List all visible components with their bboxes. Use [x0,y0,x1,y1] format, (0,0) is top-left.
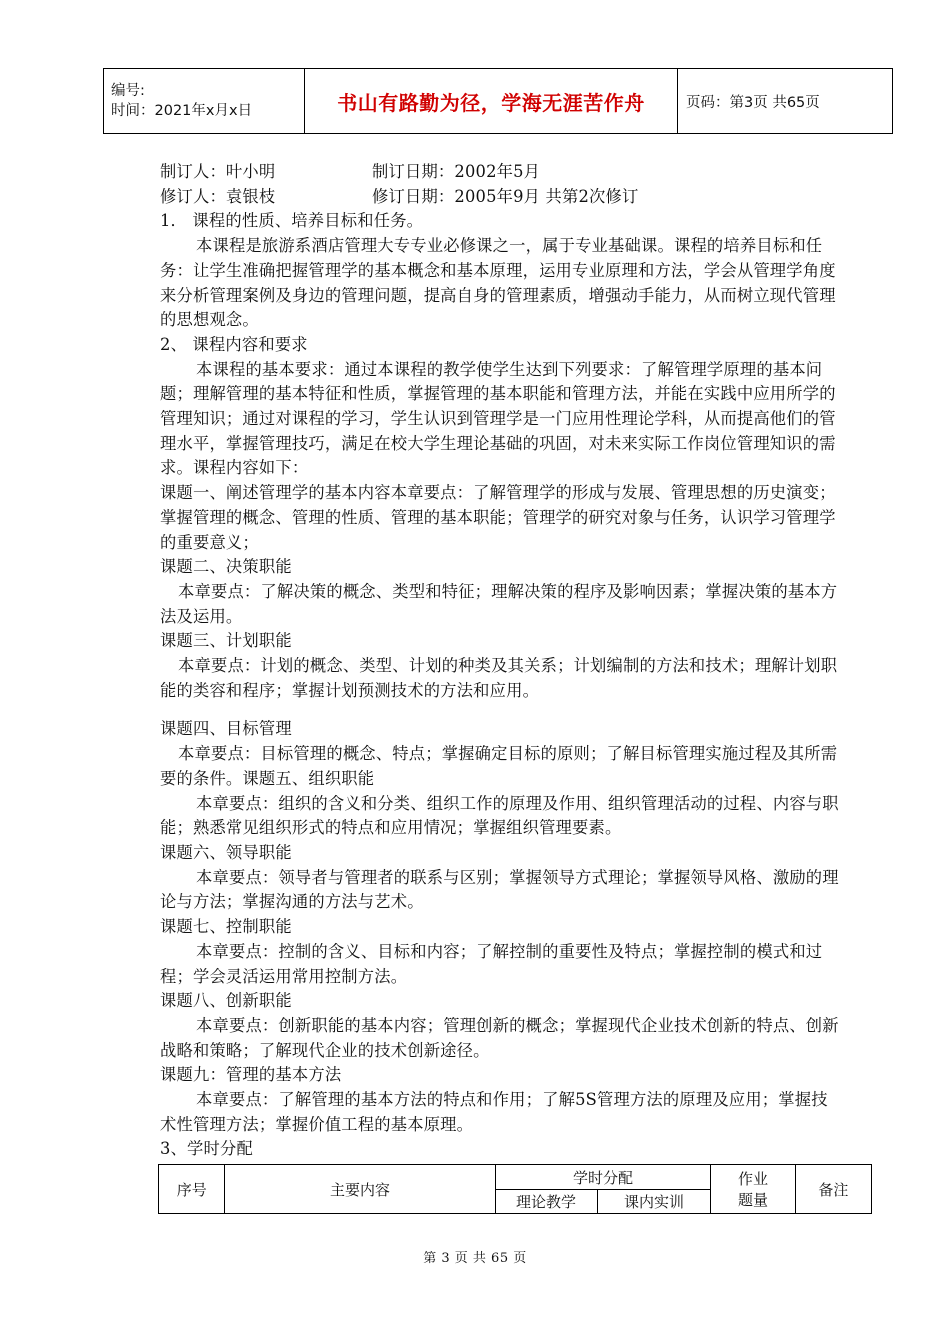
footer-page-text: 第 3 页 共 65 页 [423,1251,527,1266]
table-header-theory: 理论教学 [495,1190,597,1214]
page-footer [0,1247,950,1266]
topic-8-title: 课题八、创新职能 [160,991,292,1011]
topic-2-text: 本章要点：了解决策的概念、类型和特征；理解决策的程序及影响因素；掌握决策的基本方法及运用。 [160,581,838,626]
section-3-title: 3、学时分配 [160,1139,253,1159]
header-page-info-text: 页码：第3页 共65页 [686,94,820,111]
table-header-homework-line2: 题量 [738,1191,769,1209]
topic-7-text: 本章要点：控制的含义、目标和内容；了解控制的重要性及特点；掌握控制的模式和过程；学会灵活运用常用控制方法。 [160,941,823,986]
meta-reviser-line [160,185,844,210]
header-motto-text: 书山有路勤为径，学海无涯苦作舟 [337,90,645,115]
topic-6-text: 本章要点：领导者与管理者的联系与区别；掌握领导方式理论；掌握领导风格、激励的理论与方法；掌握沟通的方法与艺术。 [160,867,839,912]
header-left-cell [104,69,305,133]
header-motto [305,69,678,133]
header-time-label: 时间：2021年x月x日 [111,103,253,119]
topic-9-text: 本章要点：了解管理的基本方法的特点和作用；了解5S管理方法的原理及应用；掌握技术性管理方法；掌握价值工程的基本原理。 [160,1090,828,1134]
page-header [103,68,893,134]
section-1-text: 本课程是旅游系酒店管理大专专业必修课之一，属于专业基础课。课程的培养目标和任务：让学生准确把握管理学的基本概念和基本原理，运用专业原理和方法，学会从管理学角度来分析管理案例及身边的管理问题，提高自身的管理素质，增强动手能力，从而树立现代管理的思想观念。 [160,236,836,330]
topic-4-title: 课题四、目标管理 [160,719,292,739]
topic-4-text: 本章要点：目标管理的概念、特点；掌握确定目标的原则；了解目标管理实施过程及其所需要的条件。课题五、组织职能 [160,744,838,788]
topic-5-text: 本章要点：组织的含义和分类、组织工作的原理及作用、组织管理活动的过程、内容与职能；熟悉常见组织形式的特点和应用情况；掌握组织管理要素。 [160,793,839,838]
table-header-no: 序号 [159,1165,225,1214]
table-header-row-1 [159,1165,872,1190]
topic-3-text: 本章要点：计划的概念、类型、计划的种类及其关系；计划编制的方法和技术；理解计划职能的类容和程序；掌握计划预测技术的方法和应用。 [160,656,838,700]
table-header-homework-line1: 作业 [738,1170,769,1188]
section-1-title: 1． 课程的性质、培养目标和任务。 [160,211,424,231]
hours-allocation-table [158,1164,872,1214]
table-header-hours: 学时分配 [495,1165,711,1190]
header-page-info [678,69,892,133]
header-number-label: 编号: [111,83,145,99]
topic-3-title: 课题三、计划职能 [160,631,292,651]
table-header-practice: 课内实训 [597,1190,711,1214]
table-header-homework [711,1165,795,1214]
topic-7-title: 课题七、控制职能 [160,917,292,937]
topic-9-title: 课题九：管理的基本方法 [160,1065,342,1085]
meta-date: 制订日期：2002年5月 [372,162,541,181]
section-2-text: 本课程的基本要求：通过本课程的教学使学生达到下列要求：了解管理学原理的基本问题；理解管理的基本特征和性质，掌握管理的基本职能和管理方法，并能在实践中应用所学的管理知识；通过对课程的学习，学生认识到管理学是一门应用性理论学科，从而提高他们的管理水平，掌握管理技巧，满足在校大学生理论基础的巩固，对未来实际工作岗位管理知识的需求。课程内容如下： [160,359,836,478]
topic-1-text: 课题一、阐述管理学的基本内容本章要点：了解管理学的形成与发展、管理思想的历史演变；掌握管理的概念、管理的性质、管理的基本职能；管理学的研究对象与任务，认识学习管理学的重要意义； [160,483,836,552]
meta-revise-date: 修订日期：2005年9月 共第2次修订 [372,186,639,206]
topic-2-title: 课题二、决策职能 [160,557,292,577]
topic-6-title: 课题六、领导职能 [160,842,292,862]
table-header-content: 主要内容 [225,1165,495,1214]
table-header-note: 备注 [795,1165,871,1214]
document-body [160,160,844,1162]
spacer [160,703,844,717]
meta-author-line [160,160,844,185]
meta-reviser: 修订人：袁银枝 [160,186,276,206]
topic-8-text: 本章要点：创新职能的基本内容；管理创新的概念；掌握现代企业技术创新的特点、创新战略和策略；了解现代企业的技术创新途径。 [160,1015,839,1060]
meta-author: 制订人：叶小明 [160,162,276,181]
section-2-title: 2、 课程内容和要求 [160,334,308,354]
